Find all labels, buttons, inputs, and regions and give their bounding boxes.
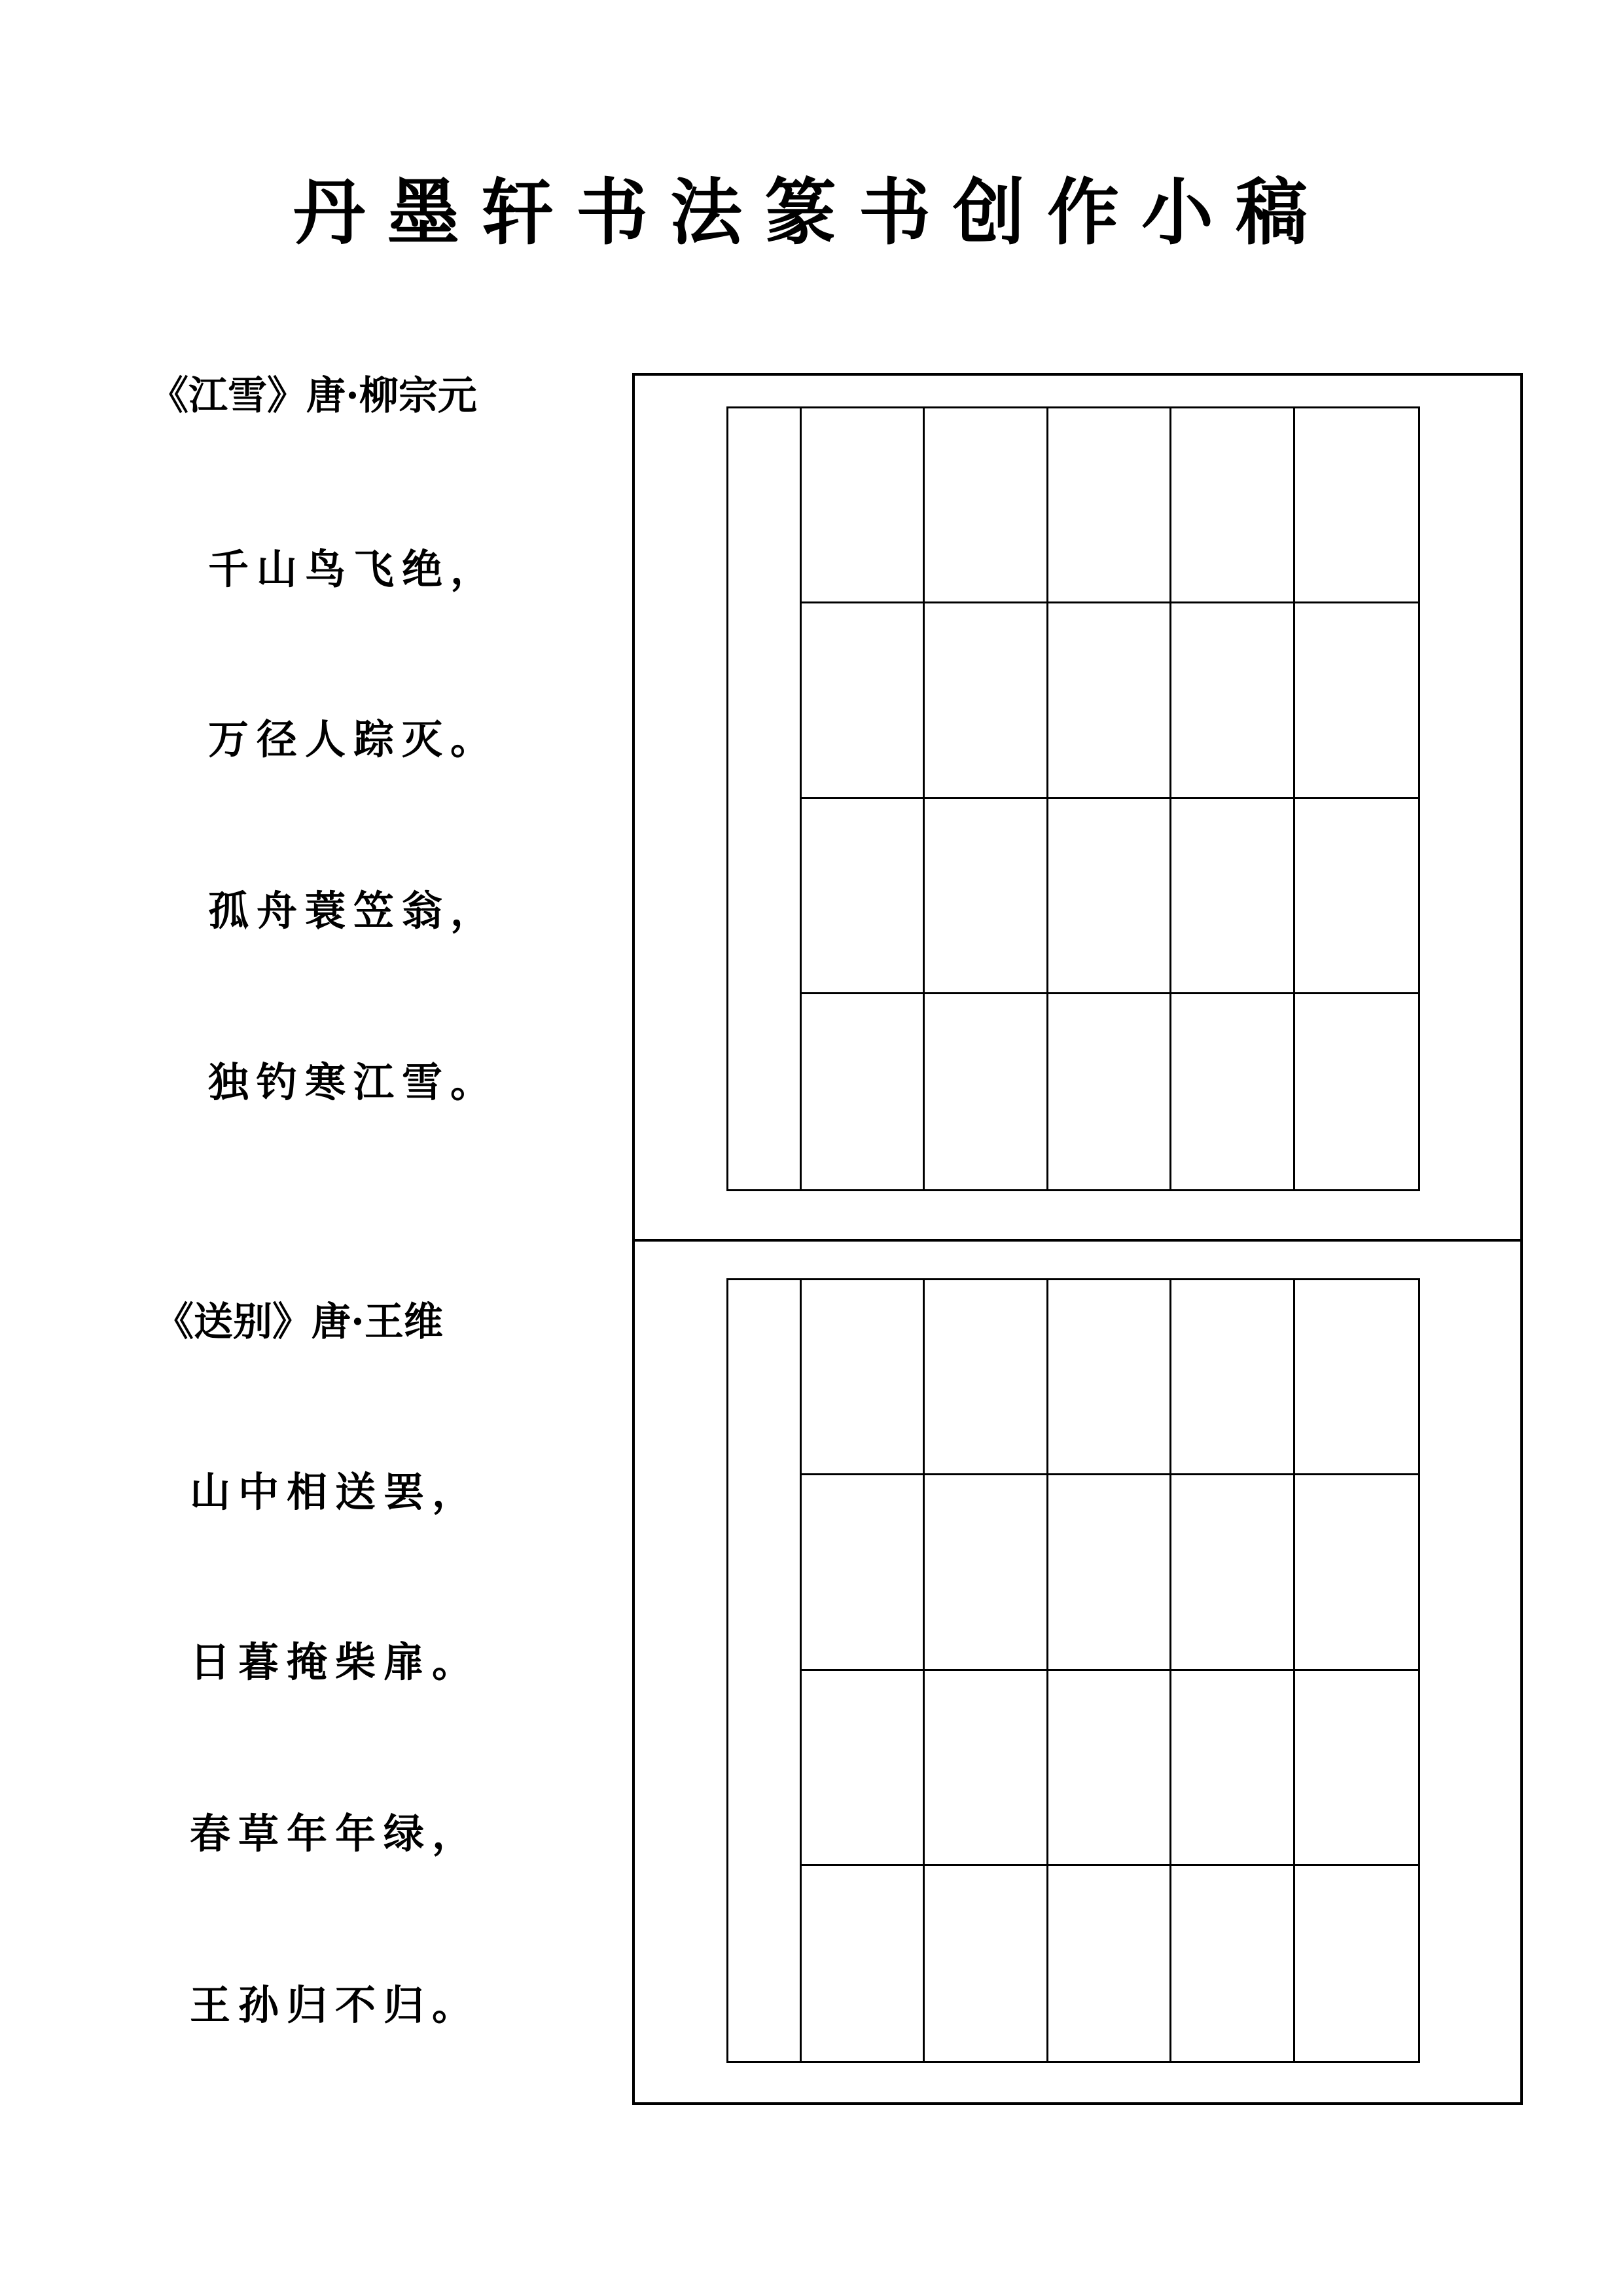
grid-cell [925, 1475, 1048, 1670]
grid-cell [925, 799, 1048, 994]
poem-line: 山中相送罢， [190, 1468, 481, 1516]
grid-cell [1048, 603, 1171, 798]
grid-margin-column [728, 408, 802, 1189]
grid-cell [1295, 408, 1418, 603]
practice-grid-1 [726, 406, 1420, 1191]
grid-cell [1048, 1866, 1171, 2061]
grid-cell [1048, 1671, 1171, 1866]
grid-cell [1171, 408, 1294, 603]
grid-cell [1048, 408, 1171, 603]
poem-line: 日暮掩柴扉。 [190, 1638, 481, 1686]
grid-margin-column [728, 1280, 802, 2061]
page-title: 丹墨轩书法篆书创作小稿 [293, 170, 1330, 255]
grid-cell [925, 408, 1048, 603]
poem-line: 春草年年绿， [190, 1810, 481, 1857]
grid-cell [925, 1866, 1048, 2061]
grid-cell [1295, 799, 1418, 994]
poem-line: 王孙归不归。 [190, 1981, 481, 2029]
grid-cell [1048, 1475, 1171, 1670]
grid-cell [1295, 1671, 1418, 1866]
poem-line: 独钓寒江雪。 [208, 1058, 499, 1106]
grid-cell [1171, 994, 1294, 1189]
grid-cell [1295, 1866, 1418, 2061]
grid-cell [802, 799, 925, 994]
poem-line: 千山鸟飞绝， [208, 545, 499, 593]
grid-cell [1171, 1671, 1294, 1866]
grid-cell [1295, 1475, 1418, 1670]
grid-cell [1295, 603, 1418, 798]
poem-heading: 《江雪》唐·柳宗元 [149, 373, 477, 419]
grid-cell [802, 1475, 925, 1670]
poem-heading: 《送别》唐·王维 [154, 1299, 443, 1345]
poem-line: 万径人踪灭。 [208, 715, 499, 763]
practice-grid-2 [726, 1278, 1420, 2063]
grid-cell [1295, 994, 1418, 1189]
grid-cell [1171, 1475, 1294, 1670]
grid-cell [802, 994, 925, 1189]
grid-cell [1171, 1280, 1294, 1475]
grid-cell [802, 1671, 925, 1866]
grid-cell [802, 408, 925, 603]
grid-cell [1171, 1866, 1294, 2061]
grid-cell [1295, 1280, 1418, 1475]
grid-cell [1048, 1280, 1171, 1475]
grid-cell [802, 1866, 925, 2061]
grid-cell [1048, 799, 1171, 994]
grid-cell [925, 994, 1048, 1189]
grid-cell [925, 603, 1048, 798]
grid-cell [802, 603, 925, 798]
frame-divider [632, 1239, 1523, 1242]
grid-cell [1171, 603, 1294, 798]
grid-cell [802, 1280, 925, 1475]
poem-line: 孤舟蓑笠翁， [208, 887, 499, 935]
grid-cell [1171, 799, 1294, 994]
grid-cell [925, 1280, 1048, 1475]
grid-cell [925, 1671, 1048, 1866]
grid-cell [1048, 994, 1171, 1189]
